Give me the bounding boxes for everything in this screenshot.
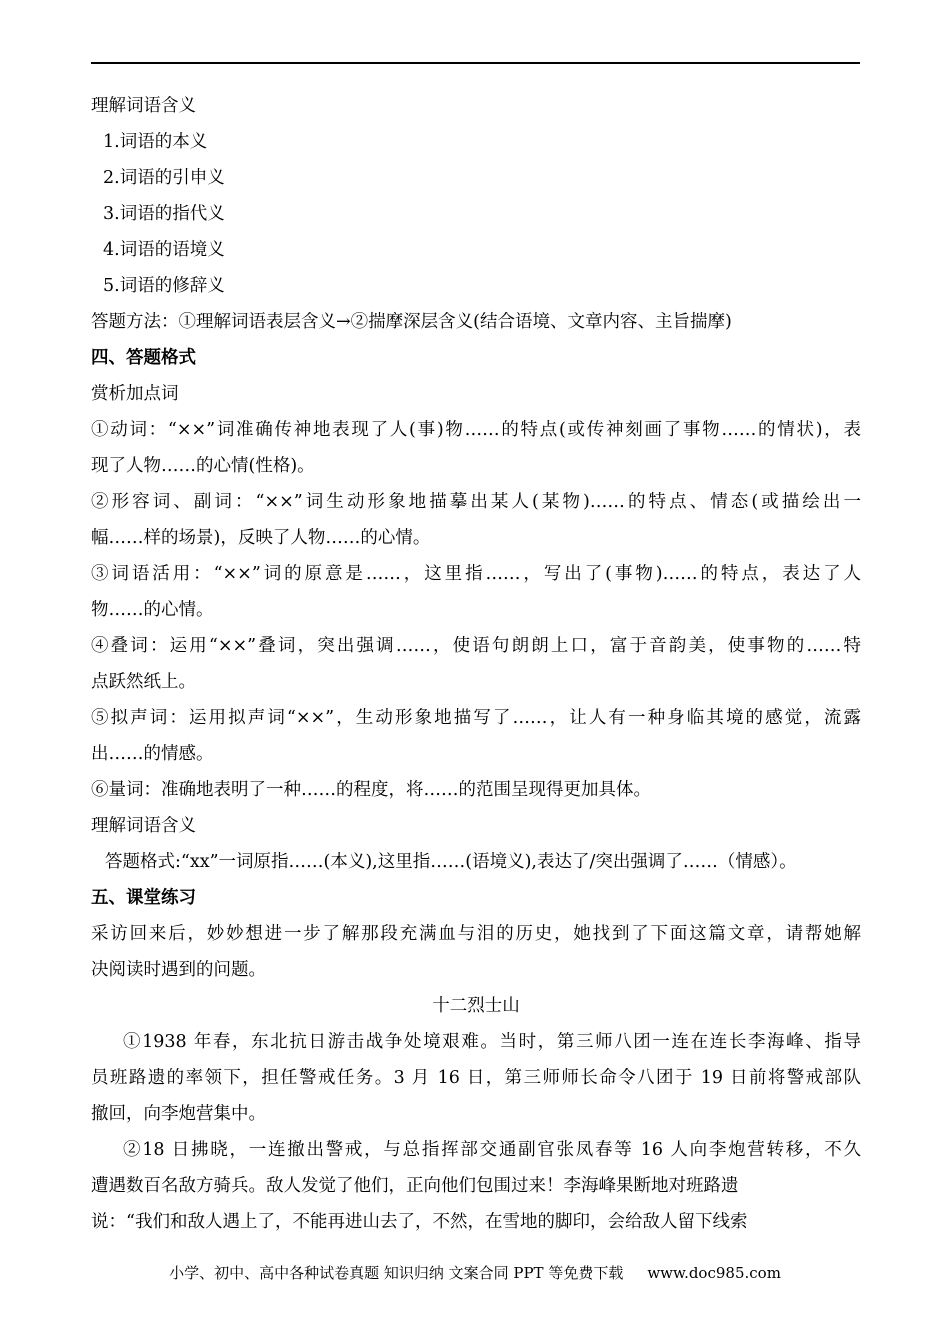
paragraph-line: 现了人物……的心情(性格)。	[91, 456, 315, 476]
paragraph-line: ①动词：“××”词准确传神地表现了人(事)物……的特点(或传神刻画了事物……的情状)，表	[91, 420, 861, 440]
list-item: 4.词语的语境义	[103, 240, 225, 260]
footer-link[interactable]: www.doc985.com	[647, 1264, 781, 1282]
list-item: 5.词语的修辞义	[103, 276, 225, 296]
subheading: 理解词语含义	[91, 816, 196, 836]
list-item: 1.词语的本义	[103, 132, 208, 152]
paragraph-line: 采访回来后，妙妙想进一步了解那段充满血与泪的历史，她找到了下面这篇文章，请帮她解	[91, 924, 861, 944]
subheading: 赏析加点词	[91, 384, 179, 404]
section-heading: 四、答题格式	[91, 348, 196, 368]
paragraph-line: 决阅读时遇到的问题。	[91, 960, 266, 980]
paragraph-line: ①1938 年春，东北抗日游击战争处境艰难。当时，第三师八团一连在连长李海峰、指导	[123, 1032, 861, 1052]
list-item: 3.词语的指代义	[103, 204, 225, 224]
list-item: 2.词语的引申义	[103, 168, 225, 188]
paragraph-line: 幅……样的场景)，反映了人物……的心情。	[91, 528, 431, 548]
paragraph-line: 员班路遗的率领下，担任警戒任务。3 月 16 日，第三师师长命令八团于 19 日前将警戒部队	[91, 1068, 861, 1088]
page-footer	[0, 1262, 950, 1284]
paragraph-line: ④叠词：运用“××”叠词，突出强调……，使语句朗朗上口，富于音韵美，使事物的……特	[91, 636, 861, 656]
method-text: 答题方法：①理解词语表层含义→②揣摩深层含义(结合语境、文章内容、主旨揣摩)	[91, 312, 732, 332]
paragraph-line: 点跃然纸上。	[91, 672, 196, 692]
paragraph-line: 遭遇数百名敌方骑兵。敌人发觉了他们，正向他们包围过来！李海峰果断地对班路遗	[91, 1176, 739, 1196]
paragraph-line: 出……的情感。	[91, 744, 214, 764]
paragraph-line: ②18 日拂晓，一连撤出警戒，与总指挥部交通副官张凤春等 16 人向李炮营转移，不久	[123, 1140, 861, 1160]
header-rule	[91, 62, 860, 64]
paragraph-line: ③词语活用：“××”词的原意是……，这里指……，写出了(事物)……的特点，表达了人	[91, 564, 861, 584]
answer-format: 答题格式:“xx”一词原指……(本义),这里指……(语境义),表达了/突出强调了……（情感）。	[105, 852, 797, 872]
section-heading: 五、课堂练习	[91, 888, 196, 908]
paragraph-line: ②形容词、副词：“××”词生动形象地描摹出某人(某物)……的特点、情态(或描绘出一	[91, 492, 861, 512]
paragraph-line: 撤回，向李炮营集中。	[91, 1104, 266, 1124]
footer-text: 小学、初中、高中各种试卷真题 知识归纳 文案合同 PPT 等免费下载	[169, 1264, 624, 1282]
paragraph-line: ⑤拟声词：运用拟声词“××”，生动形象地描写了……，让人有一种身临其境的感觉，流露	[91, 708, 861, 728]
paragraph-line: ⑥量词：准确地表明了一种……的程度，将……的范围呈现得更加具体。	[91, 780, 651, 800]
document-body	[91, 88, 861, 1240]
article-title: 十二烈士山	[432, 996, 520, 1016]
paragraph-line: 物……的心情。	[91, 600, 214, 620]
subheading: 理解词语含义	[91, 96, 196, 116]
paragraph-line: 说：“我们和敌人遇上了，不能再进山去了，不然，在雪地的脚印，会给敌人留下线索	[91, 1212, 748, 1232]
